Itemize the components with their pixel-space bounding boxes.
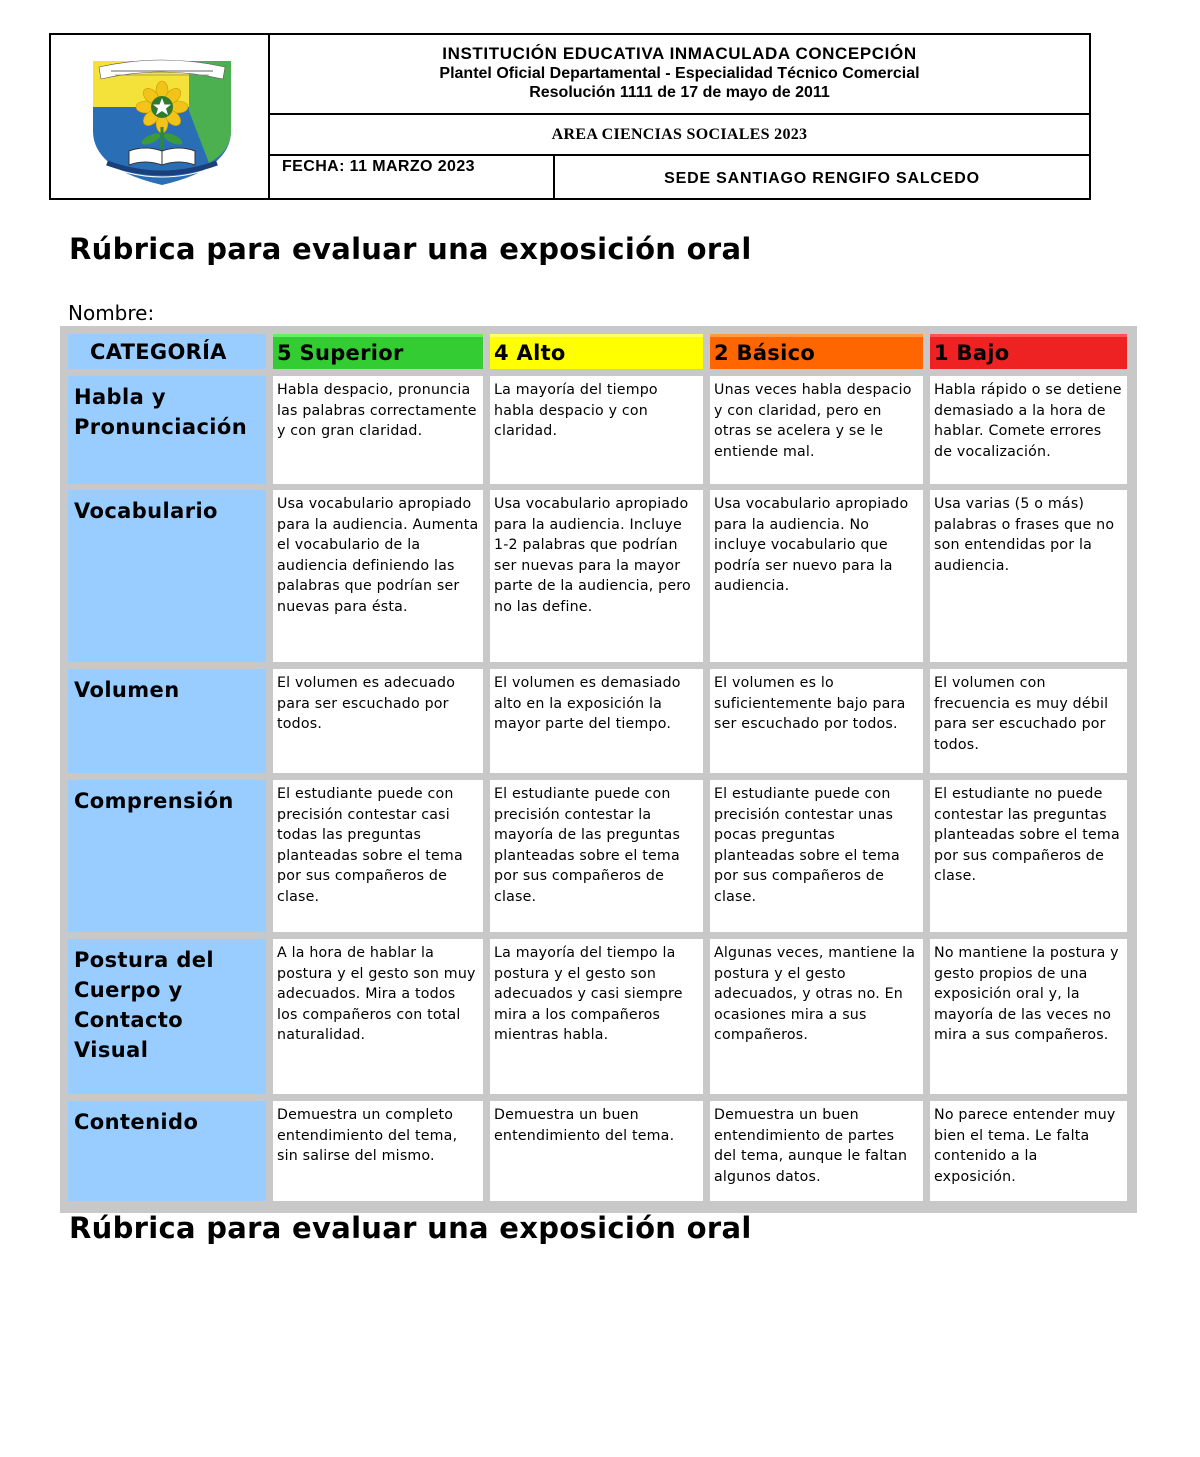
- area-label: AREA CIENCIAS SOCIALES 2023: [270, 115, 1089, 156]
- descriptor-cell: Demuestra un buen entendimiento del tema.: [490, 1101, 703, 1201]
- category-cell: Volumen: [68, 669, 266, 773]
- descriptor-cell: No mantiene la postura y gesto propios de una exposición oral y, la mayoría de las veces no mira a sus compañeros.: [930, 939, 1127, 1094]
- header-box: [49, 33, 1091, 200]
- sede-label: SEDE SANTIAGO RENGIFO SALCEDO: [664, 170, 980, 187]
- descriptor-cell: El volumen con frecuencia es muy débil para ser escuchado por todos.: [930, 669, 1127, 773]
- resolution: Resolución 1111 de 17 de mayo de 2011: [529, 84, 830, 101]
- institution-name: INSTITUCIÓN EDUCATIVA INMACULADA CONCEPCIÓN: [442, 44, 917, 63]
- level-header: 4 Alto: [490, 334, 703, 369]
- category-cell: Habla y Pronunciación: [68, 376, 266, 484]
- descriptor-cell: El volumen es adecuado para ser escuchado por todos.: [273, 669, 483, 773]
- descriptor-cell: El estudiante no puede contestar las preguntas planteadas sobre el tema por sus compañeros de clase.: [930, 780, 1127, 932]
- campus-specialty: Plantel Oficial Departamental - Especialidad Técnico Comercial: [439, 65, 920, 82]
- descriptor-cell: Habla rápido o se detiene demasiado a la hora de hablar. Comete errores de vocalización.: [930, 376, 1127, 484]
- descriptor-cell: Unas veces habla despacio y con claridad, pero en otras se acelera y se le entiende mal.: [710, 376, 923, 484]
- rubric-table: [60, 326, 1137, 1213]
- descriptor-cell: No parece entender muy bien el tema. Le falta contenido a la exposición.: [930, 1101, 1127, 1201]
- descriptor-cell: La mayoría del tiempo la postura y el gesto son adecuados y casi siempre mira a los compañeros mientras habla.: [490, 939, 703, 1094]
- school-crest-icon: [89, 51, 235, 187]
- category-cell: Contenido: [68, 1101, 266, 1201]
- footer-title: Rúbrica para evaluar una exposición oral: [69, 1211, 752, 1245]
- descriptor-cell: Habla despacio, pronuncia las palabras correctamente y con gran claridad.: [273, 376, 483, 484]
- level-header: 5 Superior: [273, 334, 483, 369]
- institution-block: [270, 35, 1089, 115]
- descriptor-cell: Demuestra un buen entendimiento de partes del tema, aunque le faltan algunos datos.: [710, 1101, 923, 1201]
- logo-cell: [51, 35, 270, 198]
- descriptor-cell: Demuestra un completo entendimiento del tema, sin salirse del mismo.: [273, 1101, 483, 1201]
- descriptor-cell: A la hora de hablar la postura y el gesto son muy adecuados. Mira a todos los compañeros con total naturalidad.: [273, 939, 483, 1094]
- category-cell: Comprensión: [68, 780, 266, 932]
- category-cell: Vocabulario: [68, 490, 266, 662]
- name-label: Nombre:: [68, 301, 155, 325]
- date-label: FECHA: 11 MARZO 2023: [270, 156, 555, 198]
- descriptor-cell: El estudiante puede con precisión contestar la mayoría de las preguntas planteadas sobre el tema por sus compañeros de clase.: [490, 780, 703, 932]
- descriptor-cell: Usa vocabulario apropiado para la audiencia. Aumenta el vocabulario de la audiencia definiendo las palabras que podrían ser nuevas para ésta.: [273, 490, 483, 662]
- descriptor-cell: Usa vocabulario apropiado para la audiencia. No incluye vocabulario que podría ser nuevo para la audiencia.: [710, 490, 923, 662]
- descriptor-cell: Usa varias (5 o más) palabras o frases que no son entendidas por la audiencia.: [930, 490, 1127, 662]
- page-title: Rúbrica para evaluar una exposición oral: [69, 232, 752, 266]
- level-header: 1 Bajo: [930, 334, 1127, 369]
- descriptor-cell: El volumen es demasiado alto en la exposición la mayor parte del tiempo.: [490, 669, 703, 773]
- descriptor-cell: El volumen es lo suficientemente bajo para ser escuchado por todos.: [710, 669, 923, 773]
- descriptor-cell: El estudiante puede con precisión contestar unas pocas preguntas planteadas sobre el tema por sus compañeros de clase.: [710, 780, 923, 932]
- level-header: 2 Básico: [710, 334, 923, 369]
- descriptor-cell: Algunas veces, mantiene la postura y el gesto adecuados, y otras no. En ocasiones mira a sus compañeros.: [710, 939, 923, 1094]
- descriptor-cell: Usa vocabulario apropiado para la audiencia. Incluye 1-2 palabras que podrían ser nuevas para la mayor parte de la audiencia, pero no las define.: [490, 490, 703, 662]
- category-header: CATEGORÍA: [68, 334, 266, 369]
- descriptor-cell: El estudiante puede con precisión contestar casi todas las preguntas planteadas sobre el tema por sus compañeros de clase.: [273, 780, 483, 932]
- descriptor-cell: La mayoría del tiempo habla despacio y con claridad.: [490, 376, 703, 484]
- category-cell: Postura del Cuerpo y Contacto Visual: [68, 939, 266, 1094]
